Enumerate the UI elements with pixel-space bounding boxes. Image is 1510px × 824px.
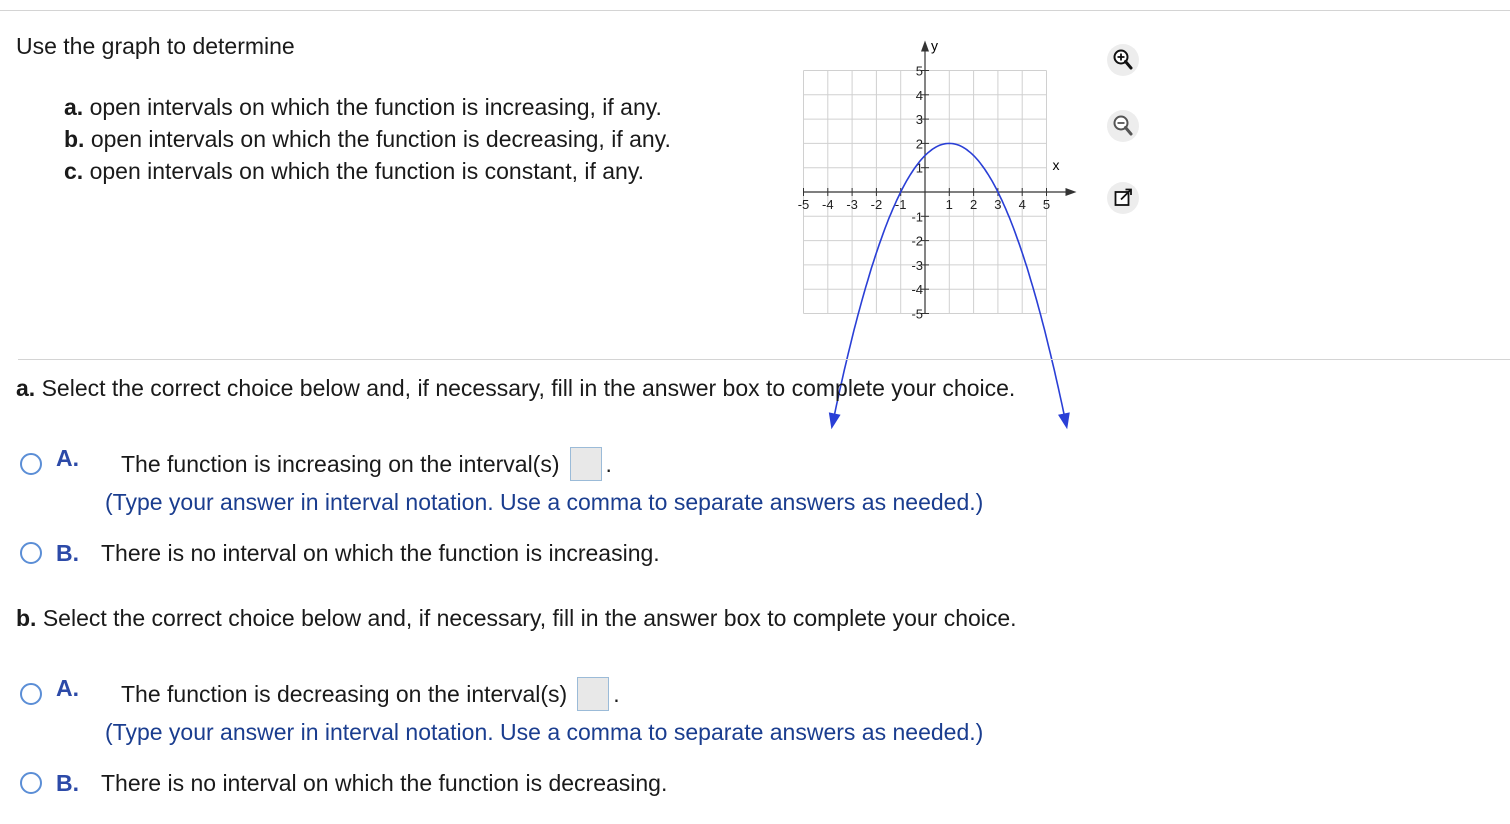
x-tick-label: -4 xyxy=(822,197,834,212)
y-axis-arrow xyxy=(921,41,929,52)
graph-axes xyxy=(804,41,1077,314)
x-tick-label: 2 xyxy=(969,197,978,212)
y-tick-label: -1 xyxy=(911,209,923,225)
x-tick-label: -2 xyxy=(870,197,883,212)
part-a-choice-a-radio[interactable] xyxy=(20,453,42,475)
part-a-choice-a-hint: (Type your answer in interval notation. Use a comma to separate answers as needed.) xyxy=(105,489,984,515)
part-a-choice-b[interactable] xyxy=(20,538,660,568)
part-b-heading: b. Select the correct choice below and, if necessary, fill in the answer box to complete your choice. xyxy=(16,605,1017,631)
part-a-choice-b-text: There is no interval on which the function is increasing. xyxy=(101,539,660,566)
part-b-choice-a-radio[interactable] xyxy=(20,683,42,705)
question-parts xyxy=(64,91,671,187)
x-tick-label: 1 xyxy=(945,197,953,212)
part-b-choice-a-text: The function is decreasing on the interval(s) xyxy=(121,680,568,707)
part-b-choice-b-text: There is no interval on which the function is decreasing. xyxy=(101,769,668,796)
x-tick-label: 4 xyxy=(1018,197,1026,212)
part-a-heading: a. Select the correct choice below and, if necessary, fill in the answer box to complete your choice. xyxy=(16,375,1016,401)
question-part-a: a. open intervals on which the function is increasing, if any. xyxy=(64,94,662,120)
y-tick-label: 4 xyxy=(915,87,923,103)
part-a-choice-a-text: The function is increasing on the interval(s) xyxy=(121,450,560,477)
part-b-choice-b[interactable] xyxy=(20,768,667,798)
section-divider xyxy=(18,359,1510,360)
question-part-c: c. open intervals on which the function is constant, if any. xyxy=(64,158,645,184)
part-b-choice-b-radio[interactable] xyxy=(20,772,42,794)
y-tick-label: 2 xyxy=(915,136,923,152)
x-axis-arrow xyxy=(1066,188,1077,196)
y-tick-label: -4 xyxy=(911,282,923,298)
x-axis-label: x xyxy=(1052,157,1060,173)
y-tick-label: 1 xyxy=(915,160,923,176)
x-tick-label: -3 xyxy=(846,197,858,212)
part-b-choice-a-hint: (Type your answer in interval notation. Use a comma to separate answers as needed.) xyxy=(105,719,984,745)
y-tick-label: -5 xyxy=(911,306,923,322)
part-b-answer-box[interactable] xyxy=(577,677,609,711)
question-intro: Use the graph to determine xyxy=(16,33,295,59)
x-tick-label: 5 xyxy=(1042,197,1051,212)
curve-arrow-left xyxy=(829,412,841,429)
x-tick-label: -5 xyxy=(797,197,810,212)
y-axis-label: y xyxy=(931,37,938,54)
choice-letter: B. xyxy=(56,769,79,796)
zoom-out-button[interactable] xyxy=(1106,109,1140,143)
part-b-choice-a[interactable]: A. The function is decreasing on the interval(s) . xyxy=(20,679,620,709)
y-tick-label: -2 xyxy=(911,233,923,249)
choice-letter: A. xyxy=(56,674,79,701)
question-part-b: b. open intervals on which the function is decreasing, if any. xyxy=(64,126,671,152)
curve-arrow-right xyxy=(1058,412,1070,429)
y-tick-label: 5 xyxy=(915,63,923,79)
part-a-answer-box[interactable] xyxy=(570,447,602,481)
choice-letter: B. xyxy=(56,539,79,566)
x-tick-label: -1 xyxy=(894,197,907,212)
popout-button[interactable] xyxy=(1106,181,1140,215)
top-divider xyxy=(0,10,1510,11)
zoom-in-icon xyxy=(1106,43,1140,77)
x-tick-label: 3 xyxy=(994,197,1002,212)
zoom-in-button[interactable] xyxy=(1106,43,1140,77)
function-graph xyxy=(797,37,1100,328)
y-tick-label: -3 xyxy=(911,257,923,273)
zoom-out-icon xyxy=(1106,109,1140,143)
choice-letter: A. xyxy=(56,444,79,471)
y-tick-label: 3 xyxy=(915,112,923,128)
part-a-choice-a[interactable]: A. The function is increasing on the interval(s) . xyxy=(20,449,612,479)
popout-icon xyxy=(1106,181,1140,215)
part-a-choice-b-radio[interactable] xyxy=(20,542,42,564)
